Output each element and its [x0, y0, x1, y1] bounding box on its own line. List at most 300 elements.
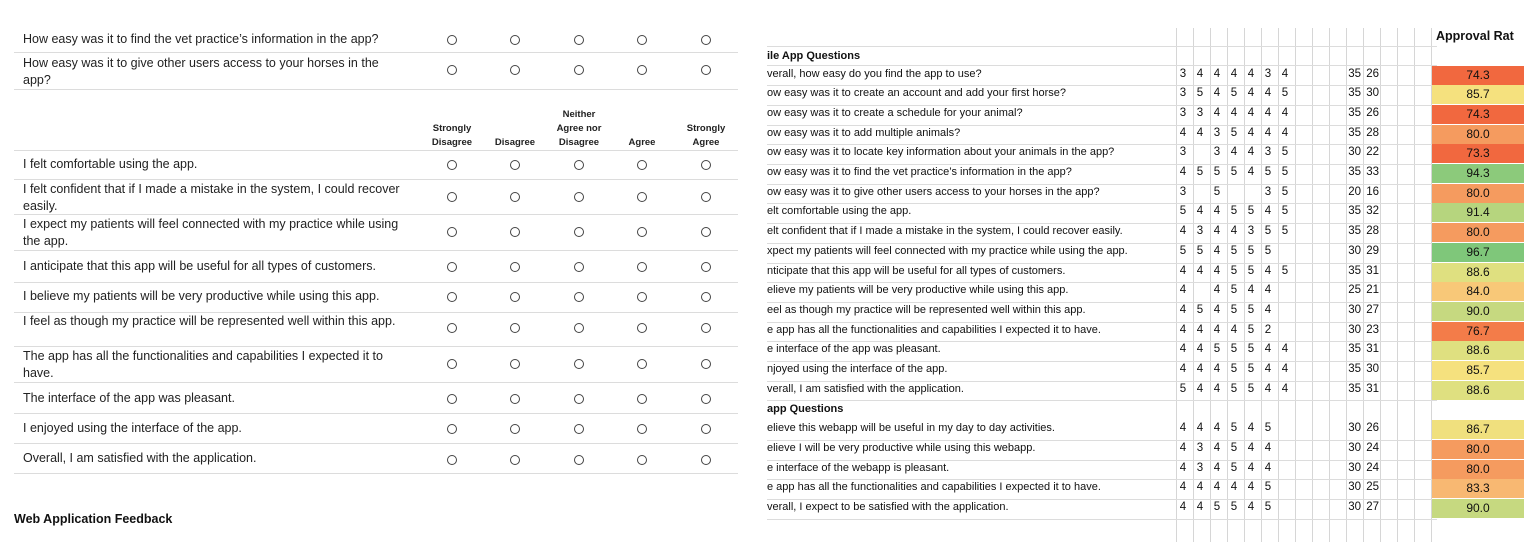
- statement-text: I believe my patients will be very productive while using this app.: [23, 289, 380, 303]
- score-cell: 4: [1179, 363, 1187, 375]
- radio-option-1[interactable]: [447, 359, 457, 369]
- radio-option-3[interactable]: [574, 192, 584, 202]
- radio-option-5[interactable]: [701, 394, 711, 404]
- score-cell: 5: [1230, 382, 1238, 395]
- statement-text: The interface of the app was pleasant.: [23, 391, 235, 405]
- approval-rating-cell: 91.4: [1432, 203, 1524, 222]
- radio-option-2[interactable]: [510, 262, 520, 272]
- radio-option-3[interactable]: [574, 227, 584, 237]
- radio-option-2[interactable]: [510, 292, 520, 302]
- score-cell: 5: [1247, 343, 1255, 356]
- score-cell: 3: [1213, 146, 1221, 159]
- radio-option-1[interactable]: [447, 192, 457, 202]
- score-cell: 5: [1179, 205, 1187, 218]
- score-cell: 4: [1179, 343, 1187, 356]
- radio-option-4[interactable]: [637, 227, 647, 237]
- statement-text: I felt confident that if I made a mistake in the system, I could recover easily.: [23, 182, 400, 213]
- row-divider: [767, 203, 1437, 204]
- score-cell: 4: [1213, 323, 1221, 336]
- row-divider: [767, 499, 1437, 500]
- score-cell: 4: [1264, 343, 1272, 356]
- max-total-cell: 30: [1348, 244, 1361, 257]
- question-text: How easy was it to give other users access to your horses in the app?: [23, 56, 379, 87]
- score-sum-cell: 32: [1366, 205, 1379, 218]
- score-sum-cell: 27: [1366, 303, 1379, 316]
- approval-rating-cell: 80.0: [1432, 460, 1524, 479]
- radio-option-4[interactable]: [637, 394, 647, 404]
- score-cell: 5: [1264, 244, 1272, 257]
- row-divider: [767, 282, 1437, 283]
- max-total-cell: 35: [1348, 363, 1361, 375]
- score-cell: 4: [1247, 106, 1255, 119]
- max-total-cell: 35: [1348, 106, 1361, 119]
- approval-rating-cell: 90.0: [1432, 499, 1524, 518]
- radio-option-5[interactable]: [701, 65, 711, 75]
- radio-option-1[interactable]: [447, 35, 457, 45]
- score-cell: 5: [1230, 284, 1238, 297]
- score-cell: 5: [1213, 166, 1221, 178]
- radio-option-4[interactable]: [637, 160, 647, 170]
- score-cell: 4: [1213, 106, 1221, 119]
- score-cell: 4: [1281, 106, 1289, 119]
- score-cell: 5: [1196, 303, 1204, 316]
- radio-option-3[interactable]: [574, 424, 584, 434]
- score-cell: 2: [1264, 323, 1272, 336]
- max-total-cell: 35: [1348, 382, 1361, 395]
- score-cell: 5: [1247, 264, 1255, 277]
- mobile-section-header: ile App Questions: [767, 50, 861, 62]
- row-divider: [767, 381, 1437, 382]
- score-cell: 4: [1213, 205, 1221, 218]
- row-divider: [14, 179, 738, 180]
- score-cell: 5: [1230, 500, 1238, 513]
- score-cell: 3: [1179, 67, 1187, 80]
- approval-rating-cell: 96.7: [1432, 243, 1524, 262]
- score-cell: 4: [1281, 67, 1289, 80]
- score-sum-cell: 28: [1366, 126, 1379, 139]
- row-divider: [767, 460, 1437, 461]
- scale-header-2: Disagree: [494, 137, 536, 148]
- web-application-feedback-title: Web Application Feedback: [14, 512, 173, 526]
- approval-rating-cell: 74.3: [1432, 105, 1524, 124]
- score-cell: 5: [1281, 225, 1289, 238]
- question-cell: eel as though my practice will be represented well within this app.: [767, 303, 1086, 316]
- approval-rating-cell: 94.3: [1432, 164, 1524, 183]
- score-cell: 4: [1179, 441, 1187, 454]
- score-cell: 5: [1213, 185, 1221, 198]
- row-divider: [14, 382, 738, 383]
- score-cell: 5: [1196, 166, 1204, 178]
- radio-option-2[interactable]: [510, 394, 520, 404]
- radio-option-4[interactable]: [637, 65, 647, 75]
- score-cell: 3: [1196, 225, 1204, 238]
- score-cell: 4: [1196, 481, 1204, 494]
- score-cell: 4: [1213, 284, 1221, 297]
- score-cell: 5: [1264, 166, 1272, 178]
- row-divider: [14, 52, 738, 53]
- score-cell: 4: [1196, 205, 1204, 218]
- max-total-cell: 35: [1348, 343, 1361, 356]
- radio-option-3[interactable]: [574, 292, 584, 302]
- row-divider: [767, 322, 1437, 323]
- score-cell: 4: [1281, 343, 1289, 356]
- approval-rating-cell: 90.0: [1432, 302, 1524, 321]
- radio-option-2[interactable]: [510, 424, 520, 434]
- question-cell: e interface of the webapp is pleasant.: [767, 461, 950, 474]
- radio-option-5[interactable]: [701, 359, 711, 369]
- row-divider: [14, 413, 738, 414]
- score-cell: 4: [1264, 363, 1272, 375]
- score-cell: 4: [1213, 441, 1221, 454]
- question-cell: elieve I will be very productive while using this webapp.: [767, 441, 1036, 454]
- statement-text: I enjoyed using the interface of the app.: [23, 421, 242, 435]
- score-cell: 4: [1196, 67, 1204, 80]
- score-cell: 4: [1264, 441, 1272, 454]
- approval-rating-cell: 80.0: [1432, 223, 1524, 242]
- question-cell: ow easy was it to create an account and add your first horse?: [767, 87, 1066, 100]
- score-cell: 4: [1179, 422, 1187, 435]
- approval-rating-cell: 86.7: [1432, 420, 1524, 439]
- row-divider: [14, 89, 738, 90]
- score-cell: 5: [1247, 382, 1255, 395]
- radio-option-5[interactable]: [701, 35, 711, 45]
- question-cell: elt comfortable using the app.: [767, 205, 912, 218]
- score-cell: 5: [1230, 244, 1238, 257]
- max-total-cell: 35: [1348, 166, 1361, 178]
- score-cell: 4: [1213, 461, 1221, 474]
- radio-option-1[interactable]: [447, 292, 457, 302]
- score-cell: 5: [1230, 205, 1238, 218]
- row-divider: [767, 440, 1437, 441]
- radio-option-3[interactable]: [574, 35, 584, 45]
- score-cell: 5: [1230, 343, 1238, 356]
- score-cell: 3: [1247, 225, 1255, 238]
- question-cell: verall, I expect to be satisfied with the application.: [767, 500, 1009, 513]
- radio-option-1[interactable]: [447, 394, 457, 404]
- radio-option-1[interactable]: [447, 262, 457, 272]
- row-divider: [14, 473, 738, 474]
- radio-option-4[interactable]: [637, 192, 647, 202]
- score-cell: 4: [1264, 87, 1272, 100]
- row-divider: [767, 46, 1437, 47]
- score-cell: 4: [1247, 284, 1255, 297]
- radio-option-5[interactable]: [701, 455, 711, 465]
- score-cell: 3: [1213, 126, 1221, 139]
- web-section-header: app Questions: [767, 403, 844, 416]
- question-cell: elt confident that if I made a mistake in the system, I could recover easily.: [767, 225, 1123, 238]
- radio-option-1[interactable]: [447, 65, 457, 75]
- max-total-cell: 30: [1348, 500, 1361, 513]
- radio-option-3[interactable]: [574, 323, 584, 333]
- max-total-cell: 30: [1348, 441, 1361, 454]
- radio-option-5[interactable]: [701, 262, 711, 272]
- score-cell: 5: [1281, 185, 1289, 198]
- score-cell: 5: [1264, 500, 1272, 513]
- row-divider: [767, 223, 1437, 224]
- score-cell: 5: [1230, 441, 1238, 454]
- scale-header-4: Agree: [628, 137, 656, 148]
- approval-rating-header: Approval Rat: [1436, 29, 1514, 43]
- score-cell: 5: [1247, 244, 1255, 257]
- max-total-cell: 30: [1348, 461, 1361, 474]
- approval-rating-cell: 83.3: [1432, 479, 1524, 498]
- row-divider: [14, 214, 738, 215]
- question-cell: ow easy was it to create a schedule for your animal?: [767, 106, 1023, 119]
- max-total-cell: 35: [1348, 225, 1361, 238]
- score-cell: 4: [1264, 382, 1272, 395]
- question-cell: elieve my patients will be very productive while using this app.: [767, 284, 1069, 297]
- question-cell: e app has all the functionalities and capabilities I expected it to have.: [767, 323, 1101, 336]
- score-cell: 5: [1230, 264, 1238, 277]
- row-divider: [767, 184, 1437, 185]
- scale-header-5: Strongly Agree: [686, 123, 726, 148]
- score-cell: 4: [1179, 284, 1187, 297]
- score-cell: 4: [1213, 67, 1221, 80]
- score-cell: 4: [1247, 422, 1255, 435]
- score-cell: 5: [1230, 461, 1238, 474]
- row-divider: [767, 125, 1437, 126]
- radio-option-2[interactable]: [510, 359, 520, 369]
- statement-text: I feel as though my practice will be represented well within this app.: [23, 314, 396, 328]
- radio-option-3[interactable]: [574, 262, 584, 272]
- score-cell: 5: [1247, 363, 1255, 375]
- score-cell: 4: [1179, 264, 1187, 277]
- score-cell: 5: [1247, 205, 1255, 218]
- radio-option-4[interactable]: [637, 35, 647, 45]
- score-cell: 3: [1196, 441, 1204, 454]
- score-sum-cell: 31: [1366, 382, 1379, 395]
- max-total-cell: 35: [1348, 87, 1361, 100]
- radio-option-5[interactable]: [701, 227, 711, 237]
- approval-rating-cell: 74.3: [1432, 66, 1524, 85]
- question-text: How easy was it to find the vet practice’s information in the app?: [23, 32, 379, 46]
- score-sum-cell: 27: [1366, 500, 1379, 513]
- score-cell: 4: [1213, 264, 1221, 277]
- question-cell: elieve this webapp will be useful in my day to day activities.: [767, 422, 1055, 435]
- statement-text: The app has all the functionalities and capabilities I expected it to have.: [23, 349, 383, 380]
- max-total-cell: 30: [1348, 481, 1361, 494]
- score-cell: 4: [1247, 126, 1255, 139]
- question-cell: nticipate that this app will be useful for all types of customers.: [767, 264, 1066, 277]
- max-total-cell: 30: [1348, 303, 1361, 316]
- score-sum-cell: 24: [1366, 461, 1379, 474]
- score-cell: 4: [1213, 303, 1221, 316]
- score-cell: 4: [1247, 481, 1255, 494]
- radio-option-5[interactable]: [701, 160, 711, 170]
- question-cell: verall, how easy do you find the app to use?: [767, 67, 982, 80]
- radio-option-1[interactable]: [447, 160, 457, 170]
- radio-option-1[interactable]: [447, 227, 457, 237]
- score-cell: 4: [1230, 225, 1238, 238]
- statement-text: I anticipate that this app will be useful for all types of customers.: [23, 259, 376, 273]
- score-cell: 4: [1264, 264, 1272, 277]
- score-cell: 4: [1179, 461, 1187, 474]
- question-cell: ow easy was it to find the vet practice’s information in the app?: [767, 166, 1072, 178]
- radio-option-2[interactable]: [510, 455, 520, 465]
- score-cell: 5: [1247, 323, 1255, 336]
- score-cell: 4: [1179, 481, 1187, 494]
- approval-rating-cell: 85.7: [1432, 85, 1524, 104]
- max-total-cell: 35: [1348, 264, 1361, 277]
- score-cell: 4: [1247, 500, 1255, 513]
- radio-option-3[interactable]: [574, 65, 584, 75]
- score-cell: 4: [1213, 422, 1221, 435]
- score-cell: 5: [1179, 382, 1187, 395]
- score-sum-cell: 30: [1366, 87, 1379, 100]
- score-cell: 3: [1179, 87, 1187, 100]
- max-total-cell: 20: [1348, 185, 1361, 198]
- radio-option-4[interactable]: [637, 359, 647, 369]
- score-cell: 4: [1179, 166, 1187, 178]
- radio-option-5[interactable]: [701, 323, 711, 333]
- question-cell: e interface of the app was pleasant.: [767, 343, 941, 356]
- max-total-cell: 35: [1348, 205, 1361, 218]
- score-cell: 5: [1230, 126, 1238, 139]
- score-cell: 4: [1281, 126, 1289, 139]
- row-divider: [767, 341, 1437, 342]
- radio-option-4[interactable]: [637, 262, 647, 272]
- radio-option-2[interactable]: [510, 160, 520, 170]
- max-total-cell: 30: [1348, 146, 1361, 159]
- radio-option-3[interactable]: [574, 359, 584, 369]
- score-sum-cell: 21: [1366, 284, 1379, 297]
- approval-rating-cell: 84.0: [1432, 282, 1524, 301]
- question-cell: verall, I am satisfied with the application.: [767, 382, 964, 395]
- score-cell: 4: [1247, 87, 1255, 100]
- score-cell: 5: [1230, 166, 1238, 178]
- score-cell: 5: [1281, 87, 1289, 100]
- score-sum-cell: 26: [1366, 67, 1379, 80]
- radio-option-2[interactable]: [510, 323, 520, 333]
- radio-option-5[interactable]: [701, 192, 711, 202]
- max-total-cell: 35: [1348, 126, 1361, 139]
- score-cell: 3: [1264, 67, 1272, 80]
- row-divider: [767, 400, 1437, 401]
- score-cell: 5: [1213, 343, 1221, 356]
- score-cell: 4: [1179, 126, 1187, 139]
- score-cell: 4: [1281, 363, 1289, 375]
- radio-option-5[interactable]: [701, 424, 711, 434]
- score-cell: 5: [1281, 146, 1289, 159]
- score-cell: 3: [1179, 146, 1187, 159]
- score-cell: 5: [1264, 225, 1272, 238]
- row-divider: [767, 164, 1437, 165]
- approval-rating-cell: 76.7: [1432, 322, 1524, 341]
- radio-option-2[interactable]: [510, 192, 520, 202]
- score-sum-cell: 30: [1366, 363, 1379, 375]
- radio-option-1[interactable]: [447, 323, 457, 333]
- score-cell: 5: [1230, 363, 1238, 375]
- score-cell: 4: [1213, 382, 1221, 395]
- score-cell: 4: [1264, 106, 1272, 119]
- radio-option-3[interactable]: [574, 394, 584, 404]
- question-cell: ow easy was it to add multiple animals?: [767, 126, 961, 139]
- score-cell: 4: [1247, 146, 1255, 159]
- score-cell: 4: [1230, 481, 1238, 494]
- row-divider: [767, 519, 1437, 520]
- score-cell: 4: [1213, 87, 1221, 100]
- score-cell: 5: [1196, 87, 1204, 100]
- radio-option-2[interactable]: [510, 65, 520, 75]
- radio-option-4[interactable]: [637, 323, 647, 333]
- radio-option-5[interactable]: [701, 292, 711, 302]
- score-sum-cell: 24: [1366, 441, 1379, 454]
- score-cell: 4: [1213, 363, 1221, 375]
- score-cell: 4: [1213, 481, 1221, 494]
- radio-option-1[interactable]: [447, 424, 457, 434]
- score-cell: 4: [1264, 461, 1272, 474]
- row-divider: [767, 302, 1437, 303]
- score-cell: 4: [1179, 225, 1187, 238]
- score-sum-cell: 26: [1366, 106, 1379, 119]
- score-cell: 4: [1196, 343, 1204, 356]
- scale-header-3: Neither Agree nor Disagree: [556, 109, 602, 148]
- approval-rating-cell: 80.0: [1432, 125, 1524, 144]
- score-cell: 4: [1264, 303, 1272, 316]
- radio-option-3[interactable]: [574, 160, 584, 170]
- approval-rating-cell: 80.0: [1432, 440, 1524, 459]
- score-cell: 5: [1230, 303, 1238, 316]
- approval-rating-cell: 88.6: [1432, 341, 1524, 360]
- question-cell: njoyed using the interface of the app.: [767, 363, 948, 375]
- score-cell: 3: [1264, 185, 1272, 198]
- approval-rating-cell: 88.6: [1432, 263, 1524, 282]
- score-cell: 4: [1196, 382, 1204, 395]
- score-sum-cell: 28: [1366, 225, 1379, 238]
- score-cell: 3: [1196, 461, 1204, 474]
- row-divider: [767, 144, 1437, 145]
- score-cell: 5: [1230, 87, 1238, 100]
- radio-option-4[interactable]: [637, 424, 647, 434]
- score-cell: 3: [1196, 106, 1204, 119]
- score-sum-cell: 16: [1366, 185, 1379, 198]
- radio-option-1[interactable]: [447, 455, 457, 465]
- radio-option-2[interactable]: [510, 227, 520, 237]
- score-cell: 5: [1213, 500, 1221, 513]
- approval-rating-cell: 73.3: [1432, 144, 1524, 163]
- max-total-cell: 30: [1348, 422, 1361, 435]
- approval-rating-cell: 85.7: [1432, 361, 1524, 380]
- score-cell: 5: [1230, 422, 1238, 435]
- radio-option-4[interactable]: [637, 292, 647, 302]
- row-divider: [767, 361, 1437, 362]
- score-cell: 4: [1179, 500, 1187, 513]
- radio-option-3[interactable]: [574, 455, 584, 465]
- score-cell: 3: [1179, 106, 1187, 119]
- score-cell: 4: [1230, 67, 1238, 80]
- radio-option-2[interactable]: [510, 35, 520, 45]
- approval-rating-cell: 80.0: [1432, 184, 1524, 203]
- score-cell: 5: [1179, 244, 1187, 257]
- score-cell: 4: [1247, 67, 1255, 80]
- score-cell: 4: [1230, 106, 1238, 119]
- row-divider: [767, 105, 1437, 106]
- radio-option-4[interactable]: [637, 455, 647, 465]
- row-divider: [14, 250, 738, 251]
- results-spreadsheet: [767, 0, 1524, 542]
- score-cell: 4: [1196, 323, 1204, 336]
- score-cell: 5: [1264, 422, 1272, 435]
- score-cell: 5: [1281, 205, 1289, 218]
- row-divider: [767, 243, 1437, 244]
- score-cell: 5: [1281, 264, 1289, 277]
- scale-header-1: Strongly Disagree: [431, 123, 473, 148]
- row-divider: [767, 85, 1437, 86]
- score-cell: 4: [1196, 500, 1204, 513]
- score-sum-cell: 31: [1366, 264, 1379, 277]
- score-cell: 4: [1264, 126, 1272, 139]
- score-cell: 4: [1213, 244, 1221, 257]
